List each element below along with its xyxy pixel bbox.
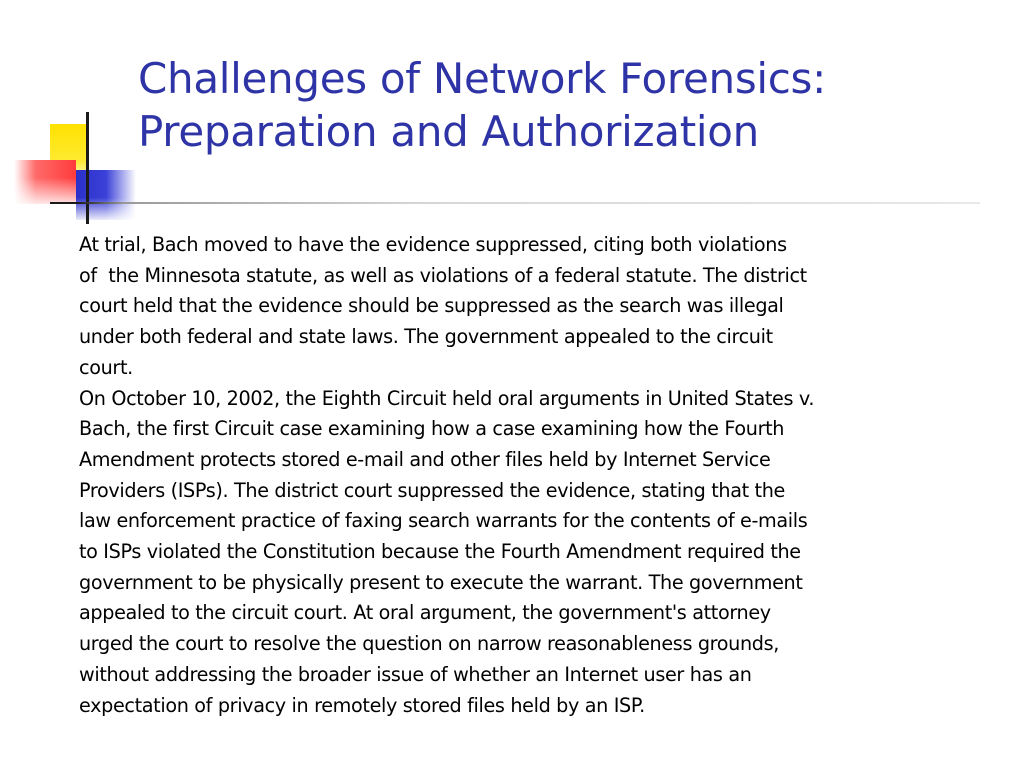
body-line: At trial, Bach moved to have the evidence suppressed, citing both violations — [79, 233, 787, 256]
body-line: Providers (ISPs). The district court suppressed the evidence, stating that the — [79, 478, 785, 502]
body-line: appealed to the circuit court. At oral argument, the government's attorney — [79, 601, 771, 625]
body-line: Bach, the first Circuit case examining how a case examining how the Fourth — [79, 417, 785, 441]
body-paragraph — [79, 384, 999, 722]
body-line: government to be physically present to execute the warrant. The government — [79, 570, 803, 594]
body-line: under both federal and state laws. The government appealed to the circuit — [79, 325, 773, 349]
blue-square-decoration — [76, 170, 136, 220]
slide-decoration — [0, 0, 150, 240]
body-line: court. — [79, 355, 133, 379]
body-line: without addressing the broader issue of whether an Internet user has an — [79, 662, 752, 686]
body-line: court held that the evidence should be suppressed as the search was illegal — [79, 294, 784, 318]
slide-title — [138, 52, 998, 158]
red-square-decoration — [14, 160, 76, 204]
body-paragraph — [79, 230, 999, 384]
body-line: to ISPs violated the Constitution because the Fourth Amendment required the — [79, 540, 801, 564]
body-line: On October 10, 2002, the Eighth Circuit held oral arguments in United States v. — [79, 386, 815, 410]
slide-title-line: Preparation and Authorization — [138, 107, 759, 156]
body-line: expectation of privacy in remotely stored files held by an ISP. — [79, 693, 645, 717]
slide-title-line: Challenges of Network Forensics: — [138, 54, 826, 103]
body-line: law enforcement practice of faxing search warrants for the contents of e-mails — [79, 509, 808, 533]
body-line: urged the court to resolve the question on narrow reasonableness grounds, — [79, 632, 780, 656]
slide-body — [79, 230, 999, 721]
title-divider — [50, 202, 980, 204]
body-line: Amendment protects stored e-mail and other files held by Internet Service — [79, 447, 771, 471]
vertical-rule — [86, 112, 89, 224]
body-line: of the Minnesota statute, as well as violations of a federal statute. The district — [79, 263, 807, 287]
